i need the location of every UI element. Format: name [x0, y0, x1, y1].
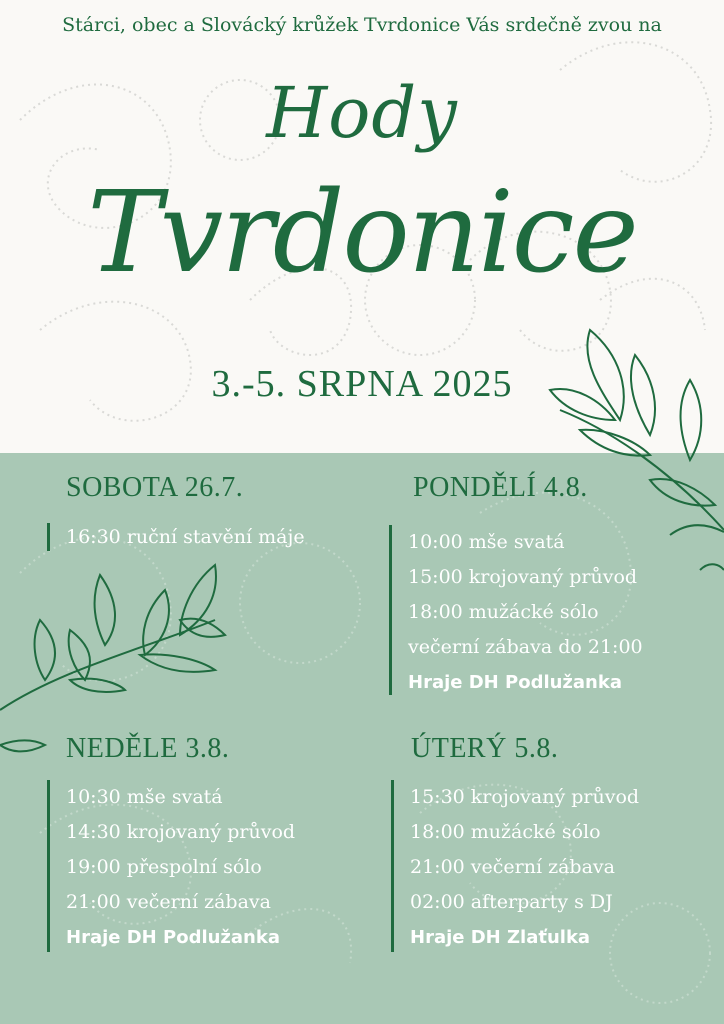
day-title-monday: PONDĚLÍ 4.8.	[413, 472, 588, 503]
schedule-item: 10:30 mše svatá	[66, 786, 223, 808]
band-name: Hraje DH Podlužanka	[408, 672, 622, 693]
leaf-branch-icon	[0, 560, 230, 760]
schedule-item: 21:00 večerní zábava	[410, 856, 615, 878]
schedule-item: 15:00 krojovaný průvod	[408, 566, 638, 588]
schedule-tuesday	[391, 780, 639, 952]
schedule-item: večerní zábava do 21:00	[408, 636, 643, 658]
band-name: Hraje DH Podlužanka	[66, 927, 280, 948]
schedule-monday	[389, 525, 643, 695]
event-title-small: Hody	[266, 72, 458, 154]
day-title-sunday: NEDĚLE 3.8.	[66, 733, 230, 764]
event-title-large: Tvrdonice	[87, 168, 637, 298]
day-title-tuesday: ÚTERÝ 5.8.	[411, 733, 559, 764]
schedule-item: 15:30 krojovaný průvod	[410, 786, 640, 808]
schedule-sunday	[47, 780, 295, 952]
schedule-item: 02:00 afterparty s DJ	[410, 891, 613, 913]
invitation-text: Stárci, obec a Slovácký krůžek Tvrdonice Vás srdečně zvou na	[62, 14, 662, 36]
schedule-item: 19:00 přespolní sólo	[66, 856, 262, 878]
day-title-saturday: SOBOTA 26.7.	[66, 472, 244, 503]
schedule-saturday	[47, 523, 305, 551]
schedule-item: 14:30 krojovaný průvod	[66, 821, 296, 843]
schedule-item: 21:00 večerní zábava	[66, 891, 271, 913]
schedule-item: 10:00 mše svatá	[408, 531, 565, 553]
schedule-item: 18:00 mužácké sólo	[410, 821, 601, 843]
schedule-item: 16:30 ruční stavění máje	[66, 526, 305, 548]
schedule-item: 18:00 mužácké sólo	[408, 601, 599, 623]
event-dates: 3.-5. SRPNA 2025	[211, 363, 513, 405]
band-name: Hraje DH Zlaťulka	[410, 927, 591, 948]
